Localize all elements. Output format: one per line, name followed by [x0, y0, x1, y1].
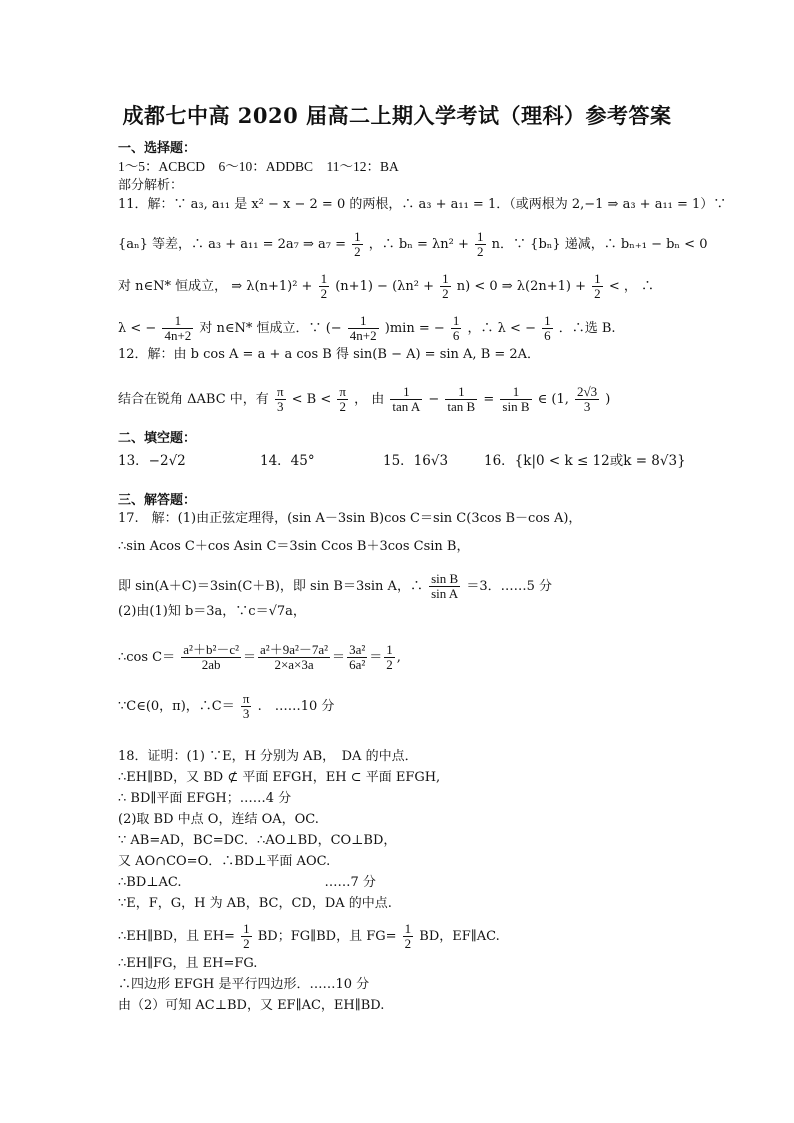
fraction-num: 1	[445, 385, 477, 400]
q18-line3: ∴ BD∥平面 EFGH；……4 分	[118, 791, 292, 806]
fraction-num: a²＋9a²－7a²	[260, 642, 329, 657]
fraction-q11	[162, 314, 193, 343]
q17-line3b: ＝3．……5 分	[466, 579, 553, 594]
section-fill-heading: 二、填空题：	[118, 431, 197, 446]
q17-line4: (2)由(1)知 b＝3a，∵c＝√7a，	[118, 604, 306, 619]
q17-line6	[118, 692, 744, 721]
q11-line4	[118, 314, 744, 343]
fraction-half	[319, 272, 330, 301]
q17-line1: 17. 解：(1)由正弦定理得，(sin A－3sin B)cos C＝sin C(3cos B－cos A)，	[118, 511, 582, 526]
fraction-den: 2	[477, 244, 484, 259]
fraction-den: 2	[442, 286, 449, 301]
q11-line2	[118, 230, 744, 259]
q12-line2e: =	[483, 392, 495, 407]
q18-line10: ∴EH∥FG，且 EH=FG.	[118, 956, 258, 971]
q12-line1: 12．解：由 b cos A = a + a cos B 得 sin(B − A) = sin A, B = 2A．	[118, 347, 541, 362]
q12-line2d: −	[428, 392, 440, 407]
fraction-num: 1	[404, 921, 412, 936]
fraction-den: 2	[594, 286, 601, 301]
fraction-num: 1	[348, 314, 379, 329]
q18-line7: ∴BD⊥AC. ……7 分	[118, 875, 376, 890]
q11-line3c: n) < 0 ⇒ λ(2n+1) +	[456, 279, 587, 294]
fraction-num: sin B	[431, 571, 459, 586]
fraction-den: 6a²	[349, 657, 366, 672]
fraction-den: 2	[320, 286, 328, 301]
fraction-den: 2	[404, 936, 412, 951]
fraction-sixth	[451, 314, 462, 343]
q12-line2a: 结合在锐角 ΔABC 中，有	[118, 392, 269, 407]
fraction-den: 3	[583, 399, 591, 414]
fraction-den: sin B	[502, 399, 530, 414]
fill-answer-15: 15．16√3	[383, 453, 449, 469]
q11-line2a: {aₙ} 等差，∴ a₃ + a₁₁ = 2a₇ ⇒ a₇ =	[118, 237, 347, 252]
q18-line6: 又 AO∩CO=O．∴BD⊥平面 AOC.	[118, 854, 331, 869]
fraction-half	[592, 272, 603, 301]
q11-line4b: 对 n∈N* 恒成立．∵ (−	[199, 321, 342, 336]
q11-line4e: ．∴选 B.	[558, 321, 616, 336]
q18-line9b: BD；FG∥BD，且 FG=	[257, 929, 397, 944]
fraction-num: 1	[442, 271, 449, 286]
fraction-cosC-4	[384, 643, 395, 672]
q11-line2b: ，∴ bₙ = λn² +	[368, 237, 469, 252]
q11-line3b: (n+1) − (λn² +	[335, 279, 434, 294]
q17-line6a: ∵C∈(0，π)，∴C＝	[118, 699, 235, 714]
fraction-den: 2ab	[201, 657, 221, 672]
fraction-2root3-3	[575, 385, 599, 414]
fraction-half	[403, 922, 414, 951]
fraction-cosC-1	[181, 643, 241, 672]
fraction-den: 2	[243, 936, 250, 951]
q18-line1: 18．证明：(1) ∵E，H 分别为 AB， DA 的中点．	[118, 749, 418, 764]
q18-line2: ∴EH∥BD，又 BD ⊄ 平面 EFGH，EH ⊂ 平面 EFGH,	[118, 770, 441, 785]
q17-line6b: . ……10 分	[257, 699, 335, 714]
fraction-num: 3a²	[349, 642, 366, 657]
fraction-cosC-2	[258, 643, 330, 672]
q18-line9c: BD，EF∥AC.	[419, 929, 500, 944]
fraction-half	[440, 272, 451, 301]
q17-line5: ∴cos C＝ $\frac{\text{a²＋b²－c²}}{2ab}$ ＝ $\frac{\text{a²＋9a²－7a²}}{2\times a\times 3a}$ ＝ $\frac{\text{3a²}}{\text{6a²}}$ ＝ $\frac{1}{2}$ ,	[118, 642, 401, 672]
fraction-half	[241, 922, 252, 951]
fraction-den: 2×a×3a	[274, 657, 314, 672]
fraction-den: tan B	[447, 399, 476, 414]
fraction-num: π	[339, 384, 346, 399]
q11-line4c: )min = −	[384, 321, 445, 336]
fraction-sinB-sinA	[429, 572, 460, 601]
fraction-num: 1	[452, 313, 460, 328]
fraction-sixth	[542, 314, 553, 343]
q12-line2c: ， 由	[354, 392, 385, 407]
q18-line5: ∵ AB=AD，BC=DC．∴AO⊥BD，CO⊥BD，	[118, 833, 397, 848]
fraction-den: tan A	[392, 399, 421, 414]
q18-line8: ∵E，F，G，H 为 AB，BC，CD，DA 的中点.	[118, 896, 392, 911]
fraction-tanB	[445, 385, 477, 414]
q17-line5a: ∴cos C＝	[118, 650, 176, 665]
fraction-num: 1	[386, 642, 393, 657]
q17-line2: ∴sin Acos C＋cos Asin C＝3sin Ccos B＋3cos Csin B，	[118, 539, 470, 554]
fraction-num: 1	[162, 314, 193, 329]
fraction-cosC-3	[347, 643, 367, 672]
fraction-den: sin A	[431, 586, 459, 601]
fraction-den: 4n+2	[164, 328, 192, 343]
q11-line4a: λ < −	[118, 321, 157, 336]
fraction-sinB	[500, 385, 531, 414]
fraction-tanA	[390, 385, 422, 414]
q17-line3	[118, 572, 744, 601]
fraction-den: 6	[452, 328, 460, 343]
fraction-den: 3	[276, 399, 284, 414]
fraction-den: 4n+2	[349, 328, 377, 343]
partial-analysis-label: 部分解析：	[118, 178, 184, 193]
fraction-num: 1	[243, 921, 250, 936]
fraction-half	[475, 230, 486, 259]
fraction-num: 1	[354, 229, 361, 244]
section-choice-heading: 一、选择题：	[118, 141, 197, 156]
fraction-num: π	[242, 691, 250, 706]
fraction-pi-2	[337, 385, 348, 414]
q17-line3a: 即 sin(A＋C)＝3sin(C＋B)，即 sin B＝3sin A，∴	[118, 579, 423, 594]
q11-line3d: < ， ∴	[608, 279, 654, 294]
page-title: 成都七中高 2020 届高二上期入学考试（理科）参考答案	[122, 103, 672, 128]
q12-line2g: )	[605, 392, 611, 407]
fraction-num: 1	[320, 271, 328, 286]
fraction-num: 2√3	[577, 384, 598, 399]
fraction-den: 3	[242, 706, 250, 721]
fraction-half	[352, 230, 363, 259]
fraction-num: 1	[544, 313, 551, 328]
q12-line2b: < B <	[291, 392, 332, 407]
choice-answers: 1～5：ACBCD 6～10：ADDBC 11～12：BA	[118, 159, 399, 174]
fraction-num: π	[276, 384, 284, 399]
fraction-den: 2	[386, 657, 393, 672]
q11-line3	[118, 272, 744, 301]
fraction-den: 2	[354, 244, 361, 259]
q18-line9a: ∴EH∥BD，且 EH=	[118, 929, 235, 944]
q11-line4d: ，∴ λ < −	[467, 321, 536, 336]
fill-answer-14: 14．45°	[260, 453, 315, 469]
q18-line4: (2)取 BD 中点 O，连结 OA，OC.	[118, 812, 319, 827]
q18-line11: ∴四边形 EFGH 是平行四边形．……10 分	[118, 977, 370, 992]
fraction-num: 1	[390, 385, 422, 400]
q12-line2	[118, 385, 744, 414]
q11-line2c: n．∵ {bₙ} 递减，∴ bₙ₊₁ − bₙ < 0	[491, 237, 708, 252]
fraction-num: 1	[477, 229, 484, 244]
q11-line3a: 对 n∈N* 恒成立， ⇒ λ(n+1)² +	[118, 279, 313, 294]
fraction-q11	[348, 314, 379, 343]
fraction-den: 2	[339, 399, 346, 414]
fraction-num: 1	[500, 385, 531, 400]
q11-line1: 11．解：∵ a₃, a₁₁ 是 x² − x − 2 = 0 的两根，∴ a₃ + a₁₁ = 1．（或两根为 2,−1 ⇒ a₃ + a₁₁ = 1）∵	[118, 197, 727, 212]
fill-answer-16: 16．{k|0 < k ≤ 12或k = 8√3}	[484, 453, 686, 469]
q12-line2f: ∈ (1,	[537, 392, 569, 407]
q18-line9	[118, 922, 744, 951]
fraction-den: 6	[544, 328, 551, 343]
fill-answer-13: 13．−2√2	[118, 453, 186, 469]
fraction-pi-3	[241, 692, 252, 721]
section-solve-heading: 三、解答题：	[118, 493, 197, 508]
q18-line12: 由（2）可知 AC⊥BD，又 EF∥AC，EH∥BD.	[118, 998, 385, 1013]
fraction-num: 1	[594, 271, 601, 286]
fraction-num: a²＋b²－c²	[183, 642, 240, 657]
fraction-pi-3	[275, 385, 286, 414]
